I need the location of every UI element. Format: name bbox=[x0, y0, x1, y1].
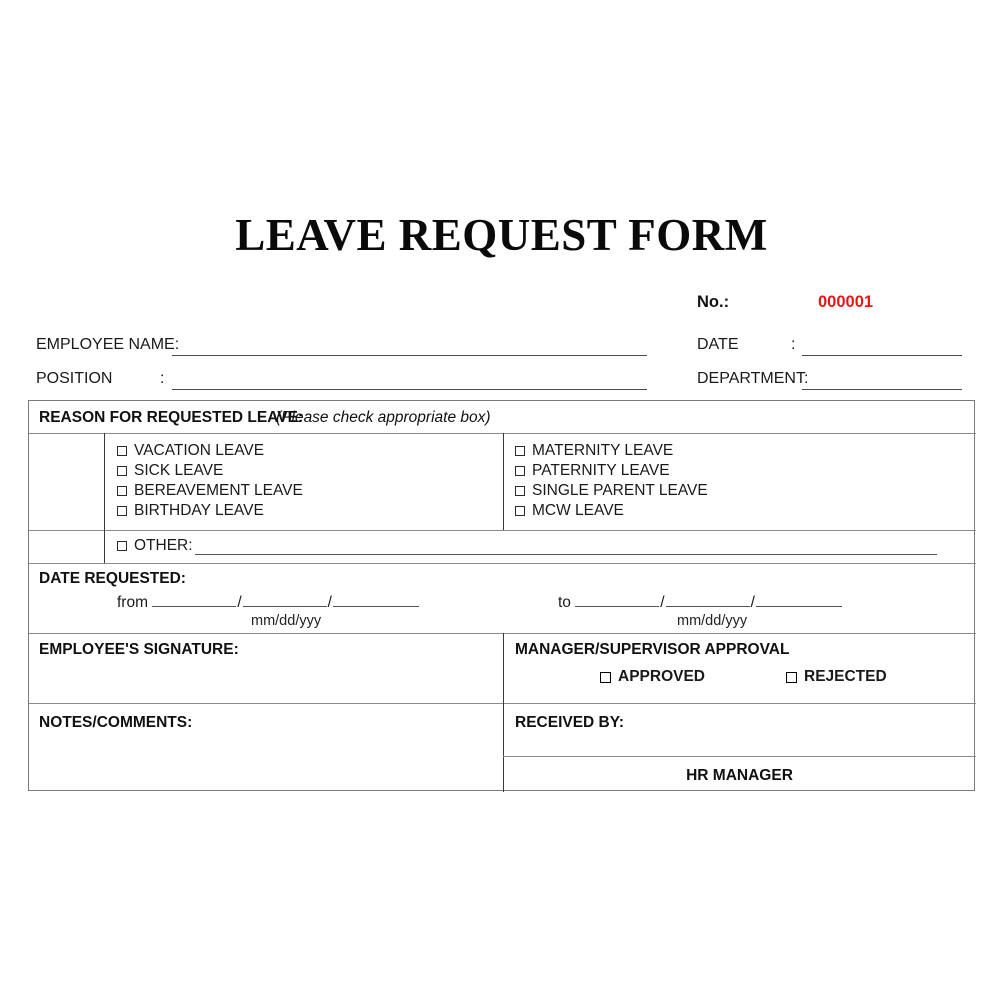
form-table bbox=[28, 400, 975, 791]
date-separator: / bbox=[237, 594, 242, 611]
to-year-input[interactable] bbox=[756, 592, 842, 607]
checkbox-other-leave[interactable] bbox=[117, 537, 193, 555]
checkbox-label: MATERNITY LEAVE bbox=[532, 442, 674, 459]
checkbox-icon[interactable] bbox=[117, 446, 127, 456]
date-requested-to[interactable] bbox=[558, 592, 842, 612]
reason-section-title: REASON FOR REQUESTED LEAVE: bbox=[39, 409, 304, 426]
position-colon: : bbox=[160, 370, 165, 387]
position-input[interactable] bbox=[172, 389, 647, 390]
checkbox-label: SINGLE PARENT LEAVE bbox=[532, 482, 708, 499]
checkbox-icon[interactable] bbox=[515, 506, 525, 516]
checkbox-label: PATERNITY LEAVE bbox=[532, 462, 670, 479]
to-date-format-hint: mm/dd/yyy bbox=[677, 613, 748, 629]
from-year-input[interactable] bbox=[333, 592, 419, 607]
to-day-input[interactable] bbox=[666, 592, 750, 607]
checkbox-icon[interactable] bbox=[117, 466, 127, 476]
checkbox-icon[interactable] bbox=[117, 506, 127, 516]
table-divider bbox=[503, 433, 504, 530]
checkbox-label: BIRTHDAY LEAVE bbox=[134, 502, 264, 519]
checkbox-icon[interactable] bbox=[117, 486, 127, 496]
to-month-input[interactable] bbox=[575, 592, 659, 607]
table-divider bbox=[29, 530, 976, 531]
other-leave-input[interactable] bbox=[195, 554, 937, 555]
checkbox-approved[interactable] bbox=[600, 668, 705, 686]
from-date-format-hint: mm/dd/yyy bbox=[251, 613, 322, 629]
department-input[interactable] bbox=[802, 389, 962, 390]
checkbox-icon[interactable] bbox=[515, 486, 525, 496]
checkbox-vacation-leave[interactable] bbox=[117, 442, 264, 460]
date-separator: / bbox=[750, 594, 755, 611]
checkbox-label: APPROVED bbox=[618, 668, 705, 685]
employee-name-label: EMPLOYEE NAME: bbox=[36, 336, 180, 353]
date-separator: / bbox=[327, 594, 332, 611]
checkbox-icon[interactable] bbox=[786, 672, 797, 683]
checkbox-label: OTHER: bbox=[134, 537, 193, 554]
from-label: from bbox=[117, 594, 148, 611]
from-month-input[interactable] bbox=[152, 592, 236, 607]
to-label: to bbox=[558, 594, 571, 611]
table-divider bbox=[29, 563, 976, 564]
checkbox-icon[interactable] bbox=[600, 672, 611, 683]
checkbox-single-parent-leave[interactable] bbox=[515, 482, 708, 500]
date-input[interactable] bbox=[802, 355, 962, 356]
hr-manager-label: HR MANAGER bbox=[686, 767, 793, 784]
checkbox-icon[interactable] bbox=[117, 541, 127, 551]
checkbox-label: BEREAVEMENT LEAVE bbox=[134, 482, 303, 499]
manager-approval-title: MANAGER/SUPERVISOR APPROVAL bbox=[515, 641, 790, 658]
position-label: POSITION bbox=[36, 370, 113, 387]
employee-name-input[interactable] bbox=[172, 355, 647, 356]
checkbox-birthday-leave[interactable] bbox=[117, 502, 264, 520]
checkbox-label: SICK LEAVE bbox=[134, 462, 224, 479]
table-divider bbox=[104, 433, 105, 563]
checkbox-sick-leave[interactable] bbox=[117, 462, 223, 480]
checkbox-paternity-leave[interactable] bbox=[515, 462, 670, 480]
reason-section-instruction: (Please check appropriate box) bbox=[276, 409, 491, 426]
checkbox-label: MCW LEAVE bbox=[532, 502, 624, 519]
date-requested-title: DATE REQUESTED: bbox=[39, 570, 186, 587]
checkbox-icon[interactable] bbox=[515, 446, 525, 456]
date-label: DATE bbox=[697, 336, 739, 353]
checkbox-icon[interactable] bbox=[515, 466, 525, 476]
department-label: DEPARTMENT: bbox=[697, 370, 809, 387]
received-by-label: RECEIVED BY: bbox=[515, 714, 625, 731]
notes-comments-label: NOTES/COMMENTS: bbox=[39, 714, 193, 731]
form-number-value: 000001 bbox=[818, 293, 874, 311]
checkbox-rejected[interactable] bbox=[786, 668, 887, 686]
checkbox-bereavement-leave[interactable] bbox=[117, 482, 303, 500]
form-number-label: No.: bbox=[697, 293, 730, 311]
checkbox-maternity-leave[interactable] bbox=[515, 442, 673, 460]
table-divider bbox=[503, 756, 976, 757]
checkbox-label: VACATION LEAVE bbox=[134, 442, 265, 459]
from-day-input[interactable] bbox=[243, 592, 327, 607]
date-requested-from[interactable] bbox=[117, 592, 419, 612]
date-separator: / bbox=[660, 594, 665, 611]
page-title: LEAVE REQUEST FORM bbox=[235, 210, 768, 260]
employee-signature-label: EMPLOYEE'S SIGNATURE: bbox=[39, 641, 239, 658]
checkbox-mcw-leave[interactable] bbox=[515, 502, 624, 520]
checkbox-label: REJECTED bbox=[804, 668, 887, 685]
date-colon: : bbox=[791, 336, 796, 353]
